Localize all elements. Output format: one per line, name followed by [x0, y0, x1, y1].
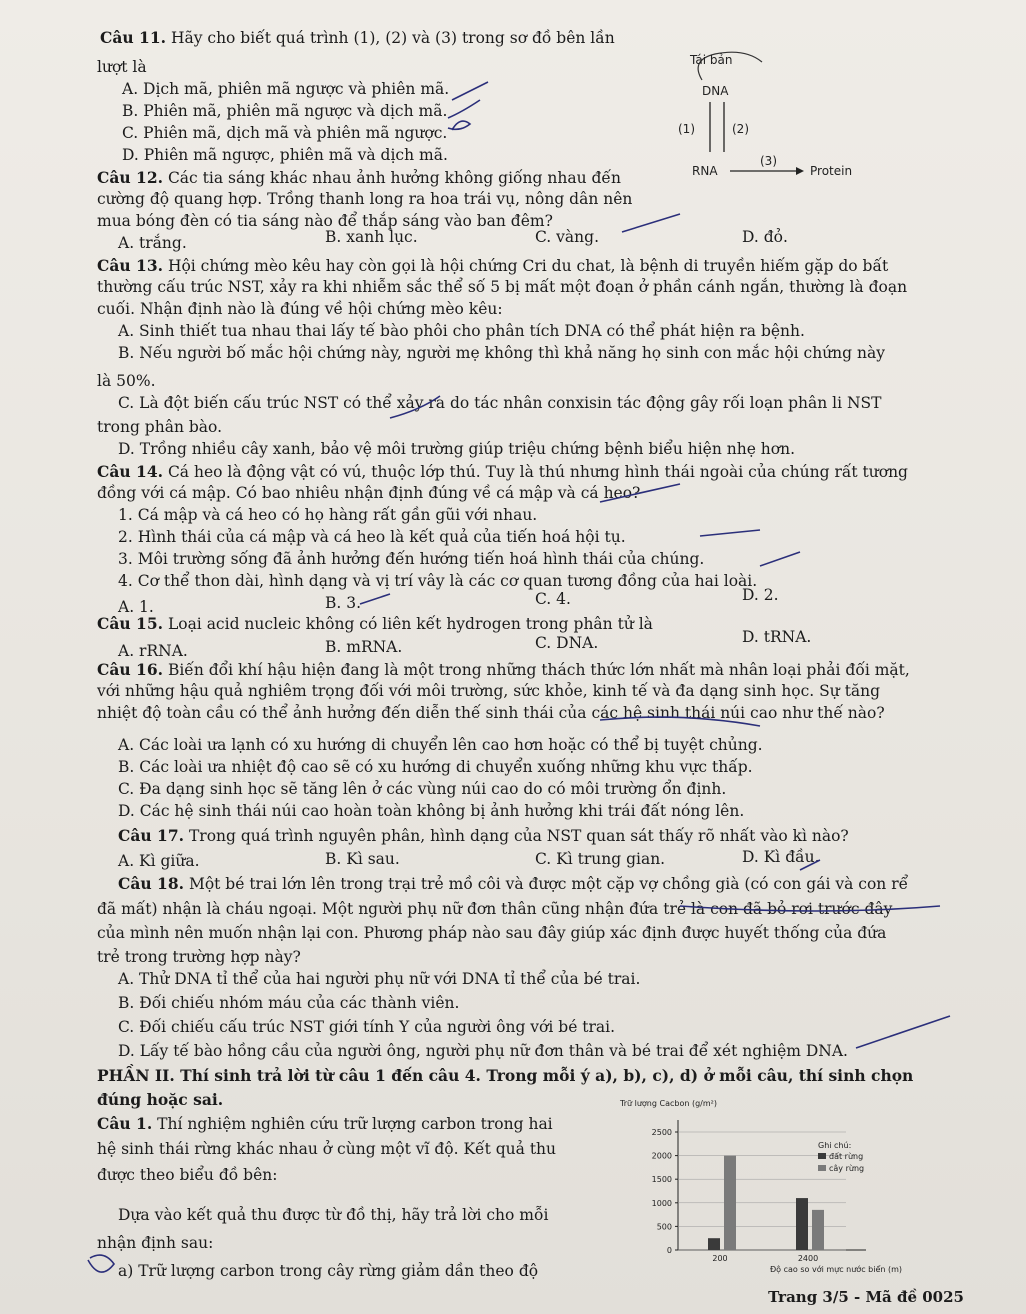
line-text: PHẦN II. Thí sinh trả lời từ câu 1 đến câu 4. Trong mỗi ý a), b), c), d) ở mỗi câu, thí sinh chọn [97, 1066, 914, 1085]
text-line [97, 1114, 553, 1134]
legend-swatch [818, 1153, 826, 1159]
line-text: trẻ trong trường hợp này? [97, 948, 301, 966]
text-line [535, 228, 599, 247]
y-tick-label: 2500 [651, 1128, 672, 1137]
line-text: B. Các loài ưa nhiệt độ cao sẽ có xu hướng di chuyển xuống những khu vực thấp. [118, 758, 753, 776]
text-line [122, 102, 447, 121]
line-text: cuối. Nhận định nào là đúng về hội chứng mèo kêu: [97, 300, 503, 318]
question-number: Câu 12. [97, 168, 164, 187]
line-text: Dựa vào kết quả thu được từ đồ thị, hãy trả lời cho mỗi [118, 1206, 549, 1224]
text-line [122, 80, 449, 99]
text-line [742, 586, 779, 605]
text-line [118, 1018, 615, 1037]
y-axis-title: Trữ lượng Cacbon (g/m²) [620, 1099, 717, 1108]
text-line [118, 874, 908, 894]
text-line [118, 322, 805, 341]
line-text: B. Kì sau. [325, 850, 400, 868]
text-line [742, 228, 788, 247]
legend-swatch [818, 1165, 826, 1171]
line-text: 2. Hình thái của cá mập và cá heo là kết quả của tiến hoá hội tụ. [118, 528, 626, 546]
y-tick-label: 500 [656, 1222, 672, 1232]
line-text: thường cấu trúc NST, xảy ra khi nhiễm sắc thể số 5 bị mất một đoạn ở phần cánh ngắn, thường là đoạn [97, 278, 908, 296]
line-text: Cá heo là động vật có vú, thuộc lớp thú. Tuy là thú nhưng hình thái ngoài của chúng rất tương [163, 463, 908, 481]
text-line [97, 1140, 556, 1159]
text-line [325, 638, 402, 657]
line-text: C. Đối chiếu cấu trúc NST giới tính Y của người ông với bé trai. [118, 1018, 616, 1036]
page-footer: Trang 3/5 - Mã đề 0025 [768, 1288, 964, 1306]
line-text: D. Trồng nhiều cây xanh, bảo vệ môi trường giúp triệu chứng bệnh biểu hiện nhẹ hơn. [118, 440, 796, 458]
line-text: hệ sinh thái rừng khác nhau ở cùng một vĩ độ. Kết quả thu [97, 1140, 557, 1158]
line-text: D. 2. [742, 586, 779, 604]
text-line [118, 758, 753, 777]
line-text: Loại acid nucleic không có liên kết hydrogen trong phân tử là [163, 615, 653, 633]
text-line [97, 1066, 913, 1085]
text-line [97, 484, 640, 503]
text-line [122, 146, 448, 165]
line-text: 4. Cơ thể thon dài, hình dạng và vị trí vây là các cơ quan tương đồng của hai loài. [118, 572, 758, 590]
question-number: Câu 16. [97, 660, 164, 679]
label-process-3: (3) [760, 154, 777, 168]
text-line [97, 58, 147, 77]
text-line [118, 234, 187, 253]
line-text: Hội chứng mèo kêu hay còn gọi là hội chứng Cri du chat, là bệnh di truyền hiếm gặp do bất [163, 257, 889, 275]
question-number: Câu 14. [97, 462, 164, 481]
text-line [118, 440, 795, 459]
line-text: A. Thử DNA tỉ thể của hai người phụ nữ với DNA tỉ thể của bé trai. [118, 970, 641, 988]
text-line [118, 970, 640, 989]
line-text: được theo biểu đồ bên: [97, 1166, 278, 1184]
text-line [118, 506, 537, 525]
text-line [97, 1234, 213, 1253]
text-line [97, 924, 886, 943]
text-line [742, 628, 811, 647]
text-line [118, 736, 763, 755]
text-line [97, 660, 910, 680]
line-text: C. 4. [535, 590, 571, 608]
text-line [97, 900, 892, 919]
process-diagram [678, 40, 890, 190]
text-line [118, 994, 459, 1013]
line-text: C. Kì trung gian. [535, 850, 666, 868]
line-text: A. 1. [118, 598, 154, 616]
text-line [325, 850, 400, 869]
text-line [97, 300, 503, 319]
text-line [535, 590, 571, 609]
label-process-1: (1) [678, 122, 695, 136]
text-line [97, 190, 632, 209]
y-tick-label: 1000 [651, 1198, 672, 1208]
line-text: nhiệt độ toàn cầu có thể ảnh hưởng đến diễn thế sinh thái của các hệ sinh thái núi cao như thế nào? [97, 704, 885, 722]
y-tick-label: 2000 [651, 1151, 672, 1161]
line-text: C. vàng. [535, 228, 599, 246]
y-tick-label: 1500 [651, 1175, 672, 1185]
legend-label: cây rừng [829, 1164, 865, 1173]
line-text: cường độ quang hợp. Trồng thanh long ra hoa trái vụ, nông dân nên [97, 190, 633, 208]
line-text: Trong quá trình nguyên phân, hình dạng của NST quan sát thấy rõ nhất vào kì nào? [184, 827, 849, 845]
line-text: C. Phiên mã, dịch mã và phiên mã ngược. [122, 124, 448, 142]
label-dna: DNA [702, 84, 729, 98]
line-text: Một bé trai lớn lên trong trại trẻ mồ côi và được một cặp vợ chồng già (có con gái và con rể [184, 875, 909, 893]
bar-cây-rừng-2400 [812, 1210, 824, 1250]
x-tick-label: 200 [712, 1254, 728, 1263]
line-text: đã mất) nhận là cháu ngoại. Một người phụ nữ đơn thân cũng nhận đứa trẻ là con đã bỏ rơi trước đây [97, 900, 893, 918]
text-line [118, 528, 626, 547]
x-axis-title: Độ cao so với mực nước biển (m) [769, 1265, 903, 1274]
line-text: của mình nên muốn nhận lại con. Phương pháp nào sau đây giúp xác định được huyết thống của đứa [97, 924, 887, 942]
line-text: nhận định sau: [97, 1234, 214, 1252]
text-line [742, 848, 820, 867]
line-text: B. 3. [325, 594, 362, 612]
x-tick-label: 2400 [797, 1254, 819, 1263]
question-number: Câu 17. [118, 826, 185, 845]
text-line [118, 802, 744, 821]
line-text: A. Các loài ưa lạnh có xu hướng di chuyển lên cao hơn hoặc có thể bị tuyệt chủng. [118, 736, 763, 754]
line-text: C. Là đột biến cấu trúc NST có thể xảy ra do tác nhân conxisin tác động gây rối loạn phân li NST [118, 394, 882, 412]
line-text: B. Đối chiếu nhóm máu của các thành viên. [118, 994, 460, 1012]
text-line [97, 682, 880, 701]
text-line [97, 418, 222, 437]
line-text: A. trắng. [118, 234, 187, 252]
legend-label: đất rừng [829, 1152, 864, 1161]
label-protein: Protein [810, 164, 853, 178]
line-text: 1. Cá mập và cá heo có họ hàng rất gần gũi với nhau. [118, 506, 538, 524]
text-line [535, 850, 665, 869]
text-line [325, 228, 418, 247]
text-line [97, 704, 885, 723]
text-line [97, 278, 907, 297]
line-text: là 50%. [97, 372, 156, 390]
line-text: Thí nghiệm nghiên cứu trữ lượng carbon trong hai [152, 1115, 553, 1133]
question-number: Câu 11. [100, 28, 167, 47]
line-text: mua bóng đèn có tia sáng nào để thắp sáng vào ban đêm? [97, 212, 553, 230]
line-text: D. Các hệ sinh thái núi cao hoàn toàn không bị ảnh hưởng khi trái đất nóng lên. [118, 802, 745, 820]
text-line [97, 462, 908, 482]
bar-đất-rừng-2400 [796, 1198, 808, 1250]
line-text: a) Trữ lượng carbon trong cây rừng giảm dần theo độ [118, 1262, 539, 1280]
text-line [118, 1206, 548, 1225]
text-line [97, 1090, 223, 1109]
line-text: Biến đổi khí hậu hiện đang là một trong những thách thức lớn nhất mà nhân loại phải đối mặt, [163, 661, 910, 679]
text-line [535, 634, 598, 653]
line-text: D. tRNA. [742, 628, 812, 646]
text-line [118, 1262, 538, 1281]
line-text: A. Kì giữa. [118, 852, 200, 870]
question-number: Câu 1. [97, 1114, 153, 1133]
line-text: đồng với cá mập. Có bao nhiêu nhận định đúng về cá mập và cá heo? [97, 484, 641, 502]
text-line [118, 394, 882, 413]
carbon-bar-chart [618, 1098, 903, 1288]
bar-đất-rừng-200 [708, 1238, 720, 1250]
line-text: trong phân bào. [97, 418, 223, 436]
text-line [100, 28, 615, 48]
question-number: Câu 18. [118, 874, 185, 893]
text-line [97, 168, 621, 188]
line-text: A. Sinh thiết tua nhau thai lấy tế bào phôi cho phân tích DNA có thể phát hiện ra bệnh. [118, 322, 805, 340]
text-line [97, 372, 156, 391]
label-replication: Tái bản [690, 53, 733, 67]
label-process-2: (2) [732, 122, 749, 136]
text-line [325, 594, 361, 613]
y-tick-label: 0 [666, 1246, 672, 1255]
text-line [118, 344, 885, 363]
line-text: D. Kì đầu. [742, 848, 820, 866]
text-line [97, 614, 653, 634]
line-text: 3. Môi trường sống đã ảnh hưởng đến hướng tiến hoá hình thái của chúng. [118, 550, 705, 568]
line-text: D. Phiên mã ngược, phiên mã và dịch mã. [122, 146, 448, 164]
line-text: C. DNA. [535, 634, 599, 652]
line-text: D. Lấy tế bào hồng cầu của người ông, người phụ nữ đơn thân và bé trai để xét nghiệm DNA. [118, 1042, 848, 1060]
text-line [118, 572, 757, 591]
text-line [118, 642, 188, 661]
text-line [118, 1042, 848, 1061]
question-number: Câu 15. [97, 614, 164, 633]
line-text: Các tia sáng khác nhau ảnh hưởng không giống nhau đến [163, 169, 621, 187]
line-text: với những hậu quả nghiêm trọng đối với môi trường, sức khỏe, kinh tế và đa dạng sinh học. Sự tăng [97, 682, 881, 700]
line-text: đúng hoặc sai. [97, 1090, 224, 1109]
text-line [118, 826, 849, 846]
label-rna: RNA [692, 164, 718, 178]
bar-cây-rừng-200 [724, 1156, 736, 1250]
question-number: Câu 13. [97, 256, 164, 275]
text-line [118, 852, 200, 871]
line-text: B. Phiên mã, phiên mã ngược và dịch mã. [122, 102, 448, 120]
text-line [97, 1166, 277, 1185]
line-text: A. Dịch mã, phiên mã ngược và phiên mã. [122, 80, 450, 98]
line-text: C. Đa dạng sinh học sẽ tăng lên ở các vùng núi cao do có môi trường ổn định. [118, 780, 727, 798]
text-line [97, 948, 301, 967]
line-text: Hãy cho biết quá trình (1), (2) và (3) trong sơ đồ bên lần [166, 29, 615, 47]
line-text: B. Nếu người bố mắc hội chứng này, người mẹ không thì khả năng họ sinh con mắc hội chứng này [118, 344, 885, 362]
line-text: D. đỏ. [742, 228, 788, 246]
line-text: lượt là [97, 58, 147, 76]
text-line [97, 256, 888, 276]
line-text: B. mRNA. [325, 638, 403, 656]
text-line [118, 550, 704, 569]
line-text: B. xanh lục. [325, 228, 418, 246]
line-text: A. rRNA. [118, 642, 188, 660]
text-line [122, 124, 447, 143]
legend-title: Ghi chú: [818, 1141, 852, 1150]
text-line [118, 780, 726, 799]
